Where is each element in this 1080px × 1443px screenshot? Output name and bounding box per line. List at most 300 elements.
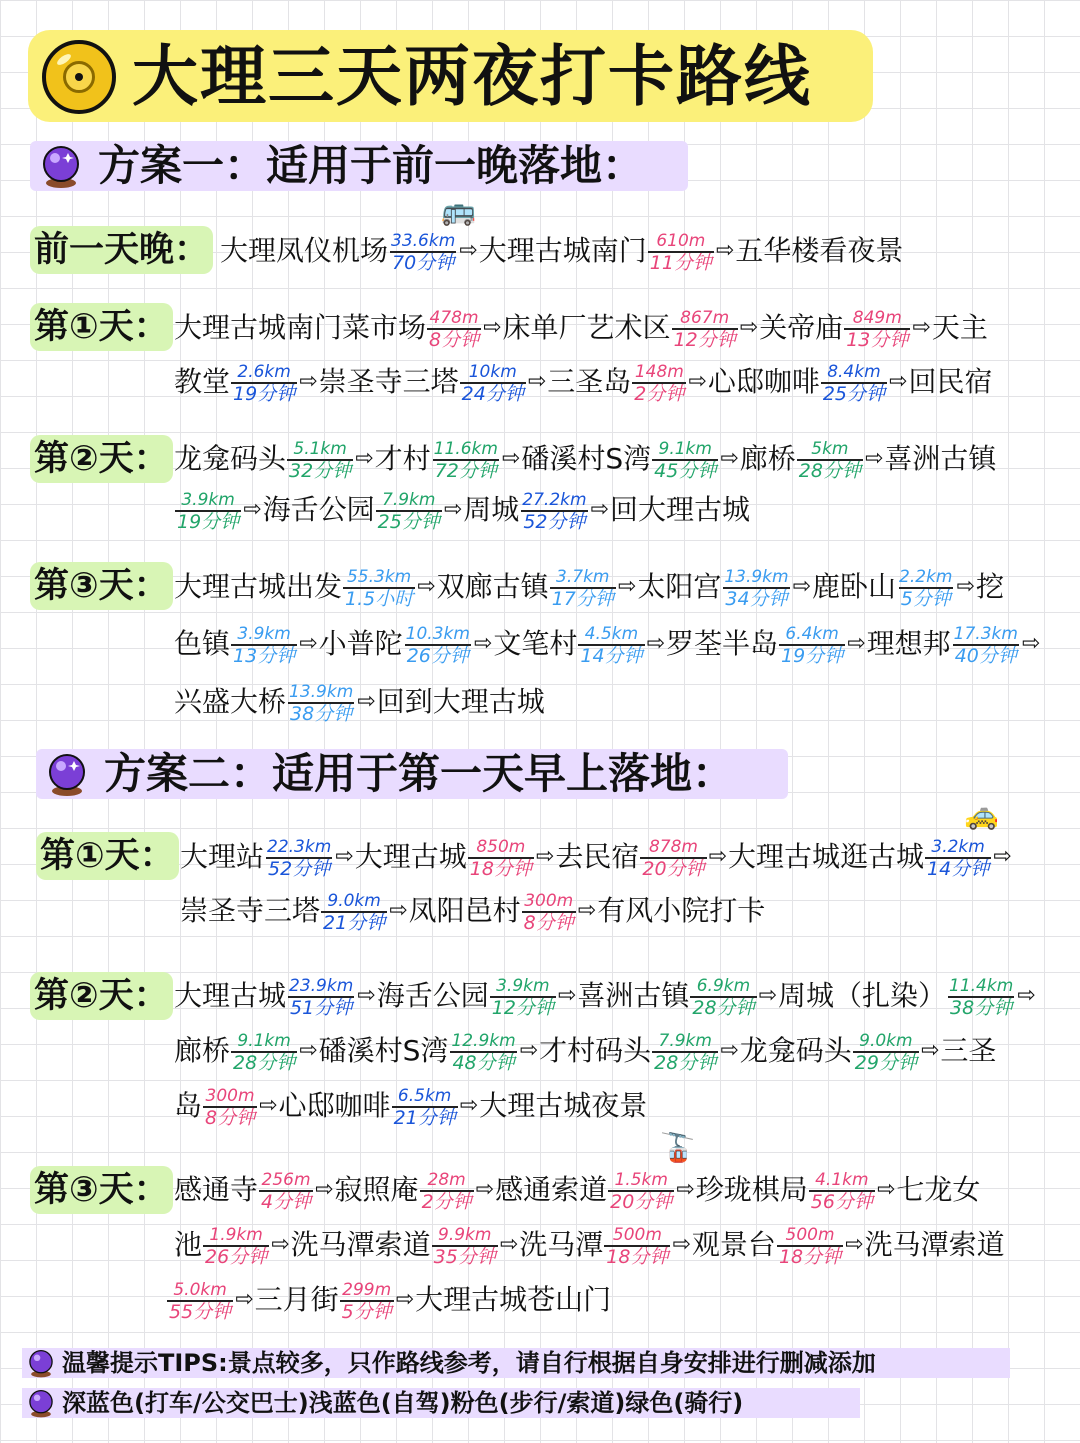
segment-distance: 1.5km	[614, 1170, 668, 1190]
segment-duration: 8分钟	[205, 1107, 256, 1129]
segment-duration: 13分钟	[846, 329, 909, 351]
place-name: 理想邦	[866, 627, 951, 660]
route-segment	[175, 491, 241, 533]
plan1-day1-label: 第①天：	[30, 303, 173, 351]
segment-distance: 6.9km	[696, 976, 751, 996]
place-name: 大理古城南门	[478, 234, 647, 267]
segment-distance: 55.3km	[346, 567, 412, 587]
route-segment	[522, 892, 576, 934]
plan1-day2-label: 第②天：	[30, 435, 173, 483]
arrow-icon: ⇨	[912, 315, 931, 340]
segment-distance: 256m	[261, 1170, 311, 1190]
route-segment	[343, 568, 415, 610]
segment-distance: 610m	[656, 231, 706, 251]
segment-distance: 850m	[476, 837, 526, 857]
route-segment	[821, 363, 887, 405]
place-name: 感通寺	[174, 1173, 259, 1206]
segment-distance: 9.0km	[859, 1031, 913, 1051]
place-name: 有风小院打卡	[597, 894, 766, 927]
route-segment	[231, 625, 297, 667]
plan2-day2-route-line1	[174, 975, 1037, 1017]
plan2-day3-label: 第③天：	[30, 1166, 173, 1214]
taxi-icon: 🚕	[964, 798, 999, 831]
segment-duration: 28分钟	[692, 997, 755, 1019]
route-segment	[797, 440, 863, 482]
segment-duration: 1.5小时	[345, 588, 414, 610]
route-segment	[389, 232, 457, 274]
arrow-icon: ⇨	[889, 369, 908, 394]
route-segment	[652, 1032, 718, 1074]
route-segment	[604, 1226, 670, 1268]
segment-duration: 5分钟	[900, 588, 951, 610]
segment-duration: 2分钟	[634, 383, 685, 405]
plan1-day3-label: 第③天：	[30, 562, 173, 610]
route-segment	[231, 1032, 297, 1074]
place-name: 七龙女	[896, 1173, 981, 1206]
segment-distance: 11.6km	[433, 439, 498, 459]
route-segment	[578, 625, 644, 667]
arrow-icon: ⇨	[590, 497, 609, 522]
place-name: 大理古城逛古城	[728, 840, 925, 873]
route-segment	[853, 1032, 919, 1074]
place-name: 池	[174, 1228, 203, 1261]
segment-duration: 18分钟	[469, 858, 532, 880]
segment-duration: 5分钟	[341, 1301, 392, 1323]
route-segment	[722, 568, 790, 610]
place-name: 喜洲古镇	[577, 979, 690, 1012]
segment-distance: 23.9km	[289, 976, 354, 996]
segment-distance: 4.1km	[815, 1170, 869, 1190]
route-segment	[632, 363, 686, 405]
place-name: 关帝庙	[759, 311, 844, 344]
segment-distance: 6.5km	[397, 1086, 452, 1106]
arrow-icon: ⇨	[443, 497, 463, 522]
segment-distance: 9.0km	[327, 891, 381, 911]
segment-distance: 148m	[634, 362, 684, 382]
segment-distance: 28m	[427, 1170, 466, 1190]
segment-duration: 55分钟	[169, 1301, 232, 1323]
place-name: 龙龛码头	[739, 1034, 852, 1067]
segment-duration: 26分钟	[205, 1246, 268, 1268]
arrow-icon: ⇨	[720, 446, 739, 471]
place-name: 天主	[931, 311, 988, 344]
plan2-day2-label: 第②天：	[30, 972, 173, 1020]
segment-duration: 21分钟	[393, 1107, 456, 1129]
segment-distance: 10km	[468, 362, 517, 382]
route-segment	[648, 232, 714, 274]
arrow-icon: ⇨	[271, 1232, 290, 1257]
segment-duration: 20分钟	[610, 1191, 673, 1213]
segment-duration: 20分钟	[642, 858, 705, 880]
place-name: 廊桥	[174, 1034, 231, 1067]
crystal-ball-icon	[44, 751, 90, 797]
segment-duration: 11分钟	[649, 252, 712, 274]
arrow-icon: ⇨	[956, 574, 975, 599]
segment-distance: 17.3km	[953, 624, 1018, 644]
place-name: 崇圣寺三塔	[318, 365, 459, 398]
segment-duration: 18分钟	[606, 1246, 669, 1268]
plan2-day2-route-line3	[174, 1085, 647, 1127]
place-name: 大理古城	[354, 840, 467, 873]
place-name: 珍珑棋局	[695, 1173, 808, 1206]
arrow-icon: ⇨	[720, 1038, 739, 1063]
place-name: 海舌公园	[262, 493, 375, 526]
route-segment	[779, 625, 845, 667]
place-name: 喜洲古镇	[884, 442, 997, 475]
place-name: 大理古城	[174, 979, 287, 1012]
plan1-day3-route-line3	[174, 681, 545, 723]
arrow-icon: ⇨	[235, 1287, 254, 1312]
segment-duration: 25分钟	[377, 511, 440, 533]
arrow-icon: ⇨	[739, 315, 759, 340]
segment-duration: 19分钟	[781, 645, 844, 667]
segment-distance: 2.2km	[899, 567, 953, 587]
route-segment	[404, 625, 472, 667]
arrow-icon: ⇨	[557, 983, 577, 1008]
route-segment	[608, 1171, 674, 1213]
segment-duration: 2分钟	[421, 1191, 472, 1213]
arrow-icon: ⇨	[577, 898, 597, 923]
place-name: 心邸咖啡	[278, 1089, 391, 1122]
route-segment	[468, 838, 534, 880]
arrow-icon: ⇨	[417, 574, 436, 599]
segment-distance: 11.4km	[949, 976, 1014, 996]
route-segment	[460, 363, 526, 405]
arrow-icon: ⇨	[499, 1232, 519, 1257]
segment-duration: 19分钟	[233, 383, 296, 405]
arrow-icon: ⇨	[617, 574, 637, 599]
arrow-icon: ⇨	[527, 369, 547, 394]
arrow-icon: ⇨	[315, 1177, 334, 1202]
arrow-icon: ⇨	[845, 1232, 864, 1257]
arrow-icon: ⇨	[483, 315, 502, 340]
segment-duration: 14分钟	[580, 645, 643, 667]
segment-distance: 2.6km	[237, 362, 291, 382]
arrow-icon: ⇨	[672, 1232, 691, 1257]
segment-distance: 6.4km	[785, 624, 839, 644]
arrow-icon: ⇨	[688, 369, 707, 394]
route-segment	[340, 1281, 394, 1323]
segment-distance: 3.7km	[556, 567, 610, 587]
route-segment	[449, 1032, 517, 1074]
route-segment	[777, 1226, 843, 1268]
segment-distance: 867m	[680, 308, 730, 328]
plan2-day3-route-line1	[174, 1169, 980, 1211]
place-name: 观景台	[691, 1228, 776, 1261]
place-name: 小普陀	[318, 627, 403, 660]
arrow-icon: ⇨	[459, 238, 478, 263]
arrow-icon: ⇨	[357, 983, 376, 1008]
arrow-icon: ⇨	[519, 1038, 539, 1063]
arrow-icon: ⇨	[708, 844, 727, 869]
plan2-day1-route-line2	[180, 890, 765, 932]
segment-duration: 4分钟	[261, 1191, 312, 1213]
segment-distance: 300m	[524, 891, 574, 911]
segment-duration: 26分钟	[406, 645, 469, 667]
plan1-day1-route-line2	[174, 361, 992, 403]
place-name: 教堂	[174, 365, 231, 398]
segment-duration: 38分钟	[290, 703, 353, 725]
tip-line-2: 深蓝色(打车/公交巴士)浅蓝色(自驾)粉色(步行/索道)绿色(骑行)	[62, 1389, 744, 1417]
segment-distance: 3.9km	[496, 976, 550, 996]
route-segment	[640, 838, 706, 880]
segment-duration: 40分钟	[954, 645, 1017, 667]
segment-duration: 35分钟	[433, 1246, 496, 1268]
segment-duration: 14分钟	[927, 858, 990, 880]
segment-distance: 500m	[785, 1225, 835, 1245]
place-name: 双廊古镇	[436, 570, 549, 603]
place-name: 回到大理古城	[376, 685, 545, 718]
crystal-ball-icon	[26, 1388, 56, 1418]
segment-distance: 299m	[342, 1280, 392, 1300]
route-segment	[427, 309, 481, 351]
plan1-eve-route	[220, 230, 903, 272]
plan1-day1-route-line1	[174, 307, 988, 349]
place-name: 崇圣寺三塔	[180, 894, 321, 927]
segment-duration: 17分钟	[551, 588, 614, 610]
segment-duration: 28分钟	[798, 460, 861, 482]
arrow-icon: ⇨	[676, 1177, 695, 1202]
route-segment	[321, 892, 387, 934]
arrow-icon: ⇨	[299, 1038, 318, 1063]
plan1-day2-route-line2	[174, 489, 750, 531]
route-segment	[652, 440, 718, 482]
place-name: 大理古城苍山门	[415, 1283, 612, 1316]
arrow-icon: ⇨	[501, 446, 521, 471]
place-name: 才村	[374, 442, 431, 475]
segment-distance: 9.1km	[237, 1031, 291, 1051]
place-name: 大理凤仪机场	[220, 234, 389, 267]
place-name: 寂照庵	[334, 1173, 419, 1206]
place-name: 凤阳邑村	[408, 894, 521, 927]
segment-distance: 9.1km	[658, 439, 712, 459]
arrow-icon: ⇨	[473, 631, 493, 656]
arrow-icon: ⇨	[355, 446, 374, 471]
segment-duration: 24分钟	[461, 383, 524, 405]
segment-duration: 8分钟	[523, 912, 574, 934]
segment-duration: 51分钟	[290, 997, 353, 1019]
arrow-icon: ⇨	[389, 898, 408, 923]
page-title: 大理三天两夜打卡路线	[132, 38, 812, 115]
segment-distance: 478m	[429, 308, 479, 328]
segment-duration: 19分钟	[177, 511, 240, 533]
segment-distance: 849m	[852, 308, 902, 328]
route-segment	[265, 838, 333, 880]
arrow-icon: ⇨	[475, 1177, 495, 1202]
route-segment	[925, 838, 991, 880]
arrow-icon: ⇨	[864, 446, 884, 471]
segment-duration: 12分钟	[673, 329, 736, 351]
segment-distance: 300m	[205, 1086, 255, 1106]
segment-duration: 13分钟	[233, 645, 296, 667]
segment-distance: 7.9km	[382, 490, 436, 510]
plan1-day2-route-line1	[174, 438, 996, 480]
route-segment	[392, 1087, 458, 1129]
bus-icon: 🚌	[441, 194, 476, 227]
arrow-icon: ⇨	[1021, 631, 1041, 656]
route-segment	[432, 1226, 498, 1268]
route-segment	[947, 977, 1015, 1019]
place-name: 文笔村	[493, 627, 578, 660]
place-name: 洗马潭	[519, 1228, 604, 1261]
segment-duration: 12分钟	[491, 997, 554, 1019]
route-segment	[844, 309, 910, 351]
segment-distance: 5.0km	[173, 1280, 227, 1300]
segment-duration: 8分钟	[429, 329, 480, 351]
segment-distance: 878m	[648, 837, 698, 857]
segment-distance: 22.3km	[267, 837, 332, 857]
arrow-icon: ⇨	[715, 238, 735, 263]
arrow-icon: ⇨	[535, 844, 555, 869]
route-segment	[809, 1171, 875, 1213]
arrow-icon: ⇨	[259, 1093, 278, 1118]
place-name: 挖	[975, 570, 1004, 603]
segment-duration: 28分钟	[654, 1052, 717, 1074]
place-name: 五华楼看夜景	[735, 234, 904, 267]
place-name: 三圣岛	[547, 365, 632, 398]
place-name: 三月街	[254, 1283, 339, 1316]
segment-duration: 21分钟	[323, 912, 386, 934]
plan2-day2-route-line2	[174, 1030, 996, 1072]
segment-distance: 4.5km	[584, 624, 639, 644]
segment-duration: 38分钟	[950, 997, 1013, 1019]
arrow-icon: ⇨	[299, 631, 318, 656]
segment-distance: 10.3km	[405, 624, 470, 644]
segment-distance: 13.9km	[724, 567, 789, 587]
route-segment	[690, 977, 756, 1019]
place-name: 岛	[174, 1089, 203, 1122]
plan1-day3-route-line1	[174, 566, 1004, 608]
segment-duration: 52分钟	[268, 858, 331, 880]
segment-distance: 33.6km	[391, 231, 456, 251]
place-name: 洗马潭索道	[290, 1228, 431, 1261]
route-segment	[420, 1171, 474, 1213]
arrow-icon: ⇨	[1017, 983, 1036, 1008]
segment-distance: 3.9km	[237, 624, 291, 644]
segment-distance: 13.9km	[289, 682, 354, 702]
plan2-day3-route-line2	[174, 1224, 1005, 1266]
segment-duration: 72分钟	[434, 460, 497, 482]
place-name: 大理古城南门菜市场	[174, 311, 427, 344]
place-name: 大理站	[180, 840, 265, 873]
segment-duration: 70分钟	[392, 252, 455, 274]
segment-distance: 500m	[612, 1225, 662, 1245]
plan2-day1-label: 第①天：	[36, 832, 179, 880]
segment-duration: 32分钟	[289, 460, 352, 482]
segment-distance: 3.9km	[181, 490, 235, 510]
segment-distance: 5km	[811, 439, 849, 459]
plan2-day1-route-line1	[180, 836, 1013, 878]
arrow-icon: ⇨	[395, 1287, 415, 1312]
place-name: 床单厂艺术区	[502, 311, 671, 344]
segment-duration: 28分钟	[233, 1052, 296, 1074]
segment-distance: 7.9km	[658, 1031, 712, 1051]
place-name: 感通索道	[495, 1173, 608, 1206]
segment-distance: 3.2km	[931, 837, 985, 857]
arrow-icon: ⇨	[646, 631, 665, 656]
arrow-icon: ⇨	[459, 1093, 479, 1118]
arrow-icon: ⇨	[357, 689, 376, 714]
segment-distance: 8.4km	[827, 362, 881, 382]
segment-duration: 48分钟	[452, 1052, 515, 1074]
place-name: 去民宿	[555, 840, 640, 873]
place-name: 心邸咖啡	[707, 365, 820, 398]
route-segment	[490, 977, 556, 1019]
route-segment	[167, 1281, 233, 1323]
arrow-icon: ⇨	[920, 1038, 940, 1063]
segment-duration: 56分钟	[810, 1191, 873, 1213]
segment-duration: 29分钟	[854, 1052, 917, 1074]
place-name: 廊桥	[739, 442, 796, 475]
plan1-eve-label: 前一天晚：	[30, 226, 213, 274]
arrow-icon: ⇨	[299, 369, 318, 394]
arrow-icon: ⇨	[758, 983, 777, 1008]
route-segment	[203, 1226, 269, 1268]
place-name: 海舌公园	[376, 979, 489, 1012]
route-segment	[376, 491, 442, 533]
segment-duration: 34分钟	[725, 588, 788, 610]
place-name: 三圣	[940, 1034, 997, 1067]
route-segment	[287, 683, 355, 725]
segment-duration: 25分钟	[822, 383, 886, 405]
place-name: 洗马潭索道	[864, 1228, 1005, 1261]
place-name: 兴盛大桥	[174, 685, 287, 718]
tip-line-1: 温馨提示TIPS:景点较多，只作路线参考，请自行根据自身安排进行删减添加	[62, 1349, 876, 1377]
crystal-ball-icon	[26, 1348, 56, 1378]
place-name: 大理古城夜景	[479, 1089, 648, 1122]
segment-duration: 52分钟	[523, 511, 586, 533]
route-segment	[203, 1087, 257, 1129]
arrow-icon: ⇨	[792, 574, 812, 599]
route-segment	[432, 440, 500, 482]
segment-distance: 5.1km	[293, 439, 347, 459]
route-segment	[231, 363, 297, 405]
place-name: 磻溪村S湾	[521, 442, 652, 475]
arrow-icon: ⇨	[243, 497, 262, 522]
route-segment	[550, 568, 616, 610]
place-name: 才村码头	[539, 1034, 652, 1067]
segment-distance: 12.9km	[451, 1031, 516, 1051]
plan1-day3-route-line2	[174, 623, 1041, 665]
arrow-icon: ⇨	[335, 844, 354, 869]
place-name: 鹿卧山	[812, 570, 897, 603]
route-segment	[520, 491, 588, 533]
place-name: 回大理古城	[609, 493, 750, 526]
route-segment	[287, 977, 355, 1019]
place-name: 磻溪村S湾	[318, 1034, 449, 1067]
place-name: 大理古城出发	[174, 570, 343, 603]
segment-distance: 27.2km	[522, 490, 587, 510]
route-segment	[897, 568, 954, 610]
crystal-ball-icon	[38, 143, 84, 189]
segment-duration: 45分钟	[654, 460, 717, 482]
place-name: 太阳宫	[637, 570, 722, 603]
arrow-icon: ⇨	[993, 844, 1012, 869]
segment-duration: 18分钟	[778, 1246, 842, 1268]
plan2-day3-route-line3	[166, 1279, 611, 1321]
place-name: 周城（扎染）	[778, 979, 947, 1012]
route-segment	[259, 1171, 313, 1213]
place-name: 龙龛码头	[174, 442, 287, 475]
arrow-icon: ⇨	[876, 1177, 896, 1202]
place-name: 罗荃半岛	[666, 627, 779, 660]
segment-distance: 1.9km	[209, 1225, 263, 1245]
route-segment	[287, 440, 353, 482]
arrow-icon: ⇨	[847, 631, 866, 656]
plan2-title: 方案二：适用于第一天早上落地：	[104, 749, 735, 798]
route-segment	[952, 625, 1020, 667]
segment-distance: 9.9km	[438, 1225, 492, 1245]
